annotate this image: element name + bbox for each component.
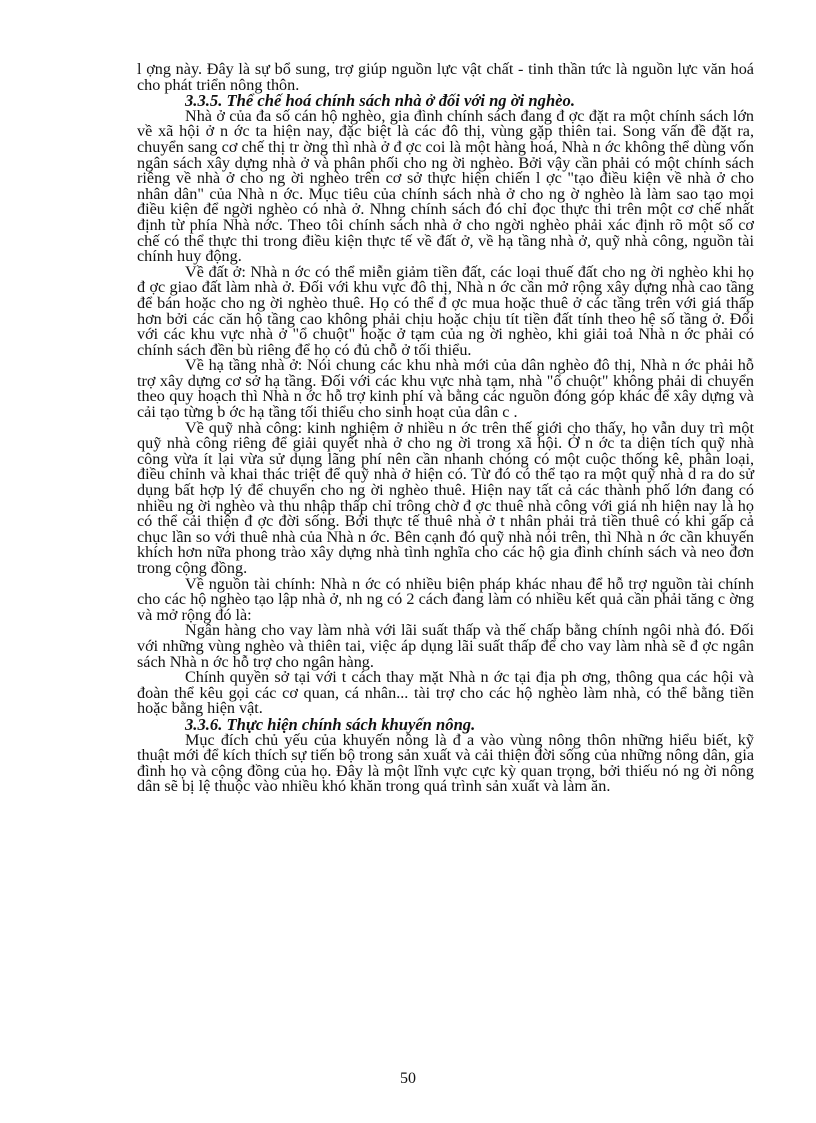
paragraph-bank-loans: Ngân hàng cho vay làm nhà với lãi suất thấp và thế chấp bằng chính ngôi nhà đó. Đối với những vùng nghèo và thiên tai, việc áp dụng lãi suất thấp để cho vay làm nhà sẽ đ ợc ngân sách Nhà n ớc hỗ trợ cho ngân hàng. xyxy=(137,621,754,671)
page-number: 50 xyxy=(400,1070,416,1087)
paragraph-agricultural-extension: Mục đích chủ yếu của khuyến nông là đ a vào vùng nông thôn những hiểu biết, kỹ thuật mới để kích thích sự tiến bộ trong sản xuất và cải thiện đời sống của những nông dân, gia đình họ và cộng đồng của họ. Đây là một lĩnh vực cực kỳ quan trọng, bởi thiếu nó ng ời nông dân sẽ bị lệ thuộc vào nhiều khó khăn trong quá trình sản xuất và làm ăn. xyxy=(137,730,754,796)
section-heading-3-3-5: 3.3.5. Thể chế hoá chính sách nhà ở đối với ng ời nghèo. xyxy=(185,91,575,111)
page-body xyxy=(137,62,754,795)
section-heading-3-3-6: 3.3.6. Thực hiện chính sách khuyến nông. xyxy=(185,714,476,734)
paragraph-local-government: Chính quyền sở tại với t cách thay mặt Nhà n ớc tại địa ph ơng, thông qua các hội và đoàn thể kêu gọi các cơ quan, cá nhân... tài trợ cho các hộ nghèo làm nhà, có thể bằng tiền hoặc bằng hiện vật. xyxy=(137,668,754,718)
paragraph-housing-policy: Nhà ở của đa số cán hộ nghèo, gia đình chính sách đang đ ợc đặt ra một chính sách lớn về xã hội ở n ớc ta hiện nay, đặc biệt là các đô thị, vùng gặp thiên tai. Song vấn đề đặt ra, chuyển sang cơ chế thị tr ờng thì nhà ở đ ợc coi là một hàng hoá, Nhà n ớc không thể dùng vốn ngân sách xây dựng nhà ở và phân phối cho ng ời nghèo. Bởi vậy cần phải có một chính sách riêng về nhà ở cho ng ời nghèo trên cơ sở thực hiện chiến l ợc "tạo điều kiện về nhà ở cho nhân dân" của Nhà n ớc. Mục tiêu của chính sách nhà ở cho ng ờ nghèo là làm sao tạo mọi điều kiện để ngời nghèo có nhà ở. Nhng chính sách đó chỉ đọc thực thi trên một cơ chế nhất định từ phía Nhà nớc. Theo tôi chính sách nhà ở cho ngời nghèo phải xác định rõ một số cơ chế có thể thực thi trong điều kiện thực tế về đất ở, về hạ tầng nhà ở, quỹ nhà công, nguồn tài chính huy động. xyxy=(137,106,754,266)
paragraph-intro: l ợng này. Đây là sự bổ sung, trợ giúp nguồn lực vật chất - tinh thần tức là nguồn lực văn hoá cho phát triển nông thôn. xyxy=(137,60,754,94)
paragraph-infrastructure: Về hạ tầng nhà ở: Nói chung các khu nhà mới của dân nghèo đô thị, Nhà n ớc phải hỗ trợ xây dựng cơ sở hạ tầng. Đối với các khu vực nhà tạm, nhà "ổ chuột" không phải di chuyển theo quy hoạch thì Nhà n ớc hỗ trợ kinh phí và bằng các nguồn đóng góp khác để xây dựng và cải tạo từng b ớc hạ tầng tối thiểu cho sinh hoạt của dân c . xyxy=(137,356,754,422)
paragraph-public-housing-fund: Về quỹ nhà công: kinh nghiệm ở nhiều n ớc trên thế giới cho thấy, họ vẫn duy trì một quỹ nhà công riêng để giải quyết nhà ở cho ng ời trong xã hội. Ở n ớc ta diện tích quỹ nhà công vừa ít lại vừa sử dụng lãng phí nên cần nhanh chóng có một cuộc thống kê, phân loại, điều chỉnh và khai thác triệt để quỹ nhà ở hiện có. Từ đó có thể tạo ra một quỹ nhà d ra do sử dụng bất hợp lý để chuyển cho ng ời nghèo thuê. Hiện nay tất cả các thành phố lớn đang có nhiều ng ời nghèo và thu nhập thấp chỉ trông chờ đ ợc thuê nhà công với giá nh hiện nay là họ có thể cải thiện đ ợc đời sống. Bởi thực tế thuê nhà ở t nhân phải trả tiền thuê có khi gấp cả chục lần so với thuê nhà của Nhà n ớc. Bên cạnh đó quỹ nhà nói trên, thì Nhà n ớc cần khuyến khích hơn nữa phong trào xây dựng nhà tình nghĩa cho các hộ gia đình chính sách và neo đơn trong cộng đồng. xyxy=(137,418,754,577)
paragraph-finance: Về nguồn tài chính: Nhà n ớc có nhiều biện pháp khác nhau để hỗ trợ nguồn tài chính cho các hộ nghèo tạo lập nhà ở, nh ng có 2 cách đang làm có nhiều kết quả cần phải tăng c ờng và mở rộng đó là: xyxy=(137,574,754,624)
paragraph-land: Về đất ở: Nhà n ớc có thể miễn giảm tiền đất, các loại thuế đất cho ng ời nghèo khi họ đ ợc giao đất làm nhà ở. Đối với khu vực đô thị, Nhà n ớc cần mở rộng xây dựng nhà cao tầng để bán hoặc cho ng ời nghèo thuê. Họ có thể đ ợc mua hoặc thuê ở các tầng trên với giá thấp hơn bởi các căn hộ tầng cao không phải chịu hoặc chịu tít tiền đất tính theo hệ số tầng ở. Đối với các khu vực nhà ở "ổ chuột" hoặc ở tạm của ng ời nghèo, khi giải toả Nhà n ớc phải có chính sách đền bù riêng để họ có đủ chỗ ở tối thiểu. xyxy=(137,262,754,359)
